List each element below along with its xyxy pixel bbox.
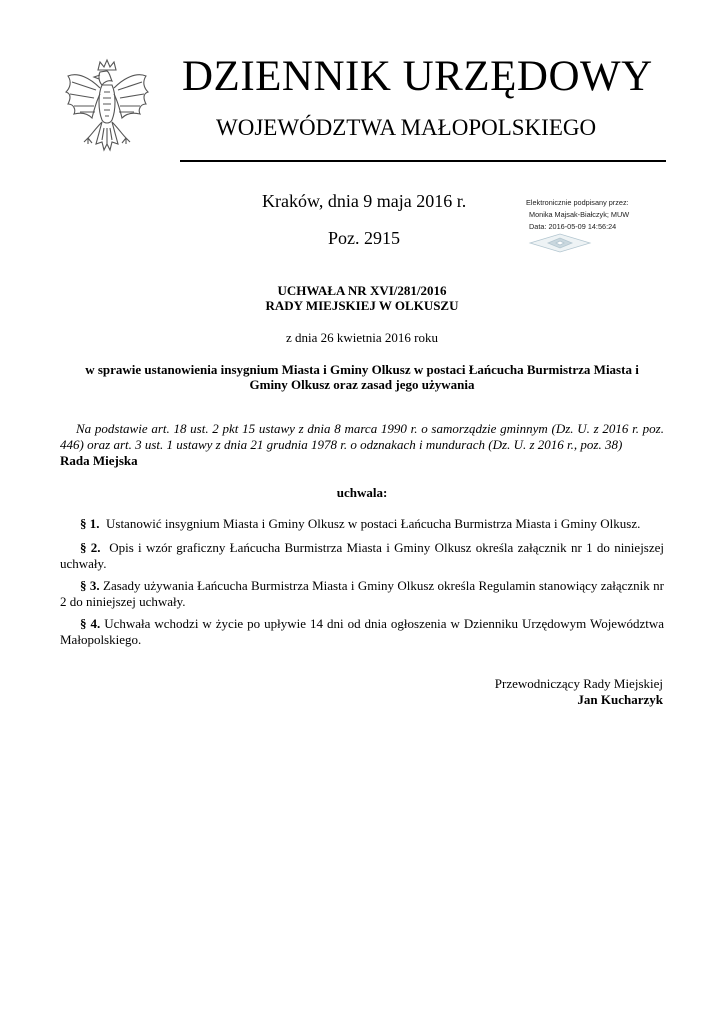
journal-subtitle: WOJEWÓDZTWA MAŁOPOLSKIEGO (216, 115, 597, 140)
paragraph-4 (60, 616, 664, 648)
paragraph-number: § 3. (80, 578, 100, 593)
paragraph-text: Zasady używania Łańcucha Burmistrza Miasta i Gminy Olkusz określa Regulamin stanowiący załącznik nr 2 do niniejszej uchwały. (60, 578, 664, 609)
electronic-signature-block (526, 197, 676, 233)
paragraph-1 (60, 516, 664, 532)
paragraph-2 (60, 540, 664, 572)
paragraph-3 (60, 578, 664, 610)
signature-label: Elektronicznie podpisany przez: (526, 198, 629, 207)
resolution-council: RADY MIEJSKIEJ W OLKUSZU (265, 298, 459, 313)
signature-date: Data: 2016-05-09 14:56:24 (529, 222, 617, 231)
journal-title: DZIENNIK URZĘDOWY (182, 53, 653, 100)
paragraph-text: Uchwała wchodzi w życie po upływie 14 dni od dnia ogłoszenia w Dzienniku Urzędowym Województwa Małopolskiego. (60, 616, 665, 647)
legal-body: Rada Miejska (60, 453, 138, 468)
paragraph-text: Ustanowić insygnium Miasta i Gminy Olkusz w postaci Łańcucha Burmistrza Miasta i Gminy Olkusz. (106, 516, 641, 531)
chair-role: Przewodniczący Rady Miejskiej (494, 676, 663, 691)
resolution-date: z dnia 26 kwietnia 2016 roku (286, 330, 438, 345)
paragraph-text: Opis i wzór graficzny Łańcucha Burmistrza Miasta i Gminy Olkusz określa załącznik nr 1 do niniejszej uchwały. (60, 540, 665, 571)
legal-basis (60, 421, 664, 469)
header-divider (180, 160, 666, 162)
chair-name: Jan Kucharzyk (577, 692, 663, 707)
polish-eagle-emblem-icon (62, 58, 152, 166)
legal-basis-text: Na podstawie art. 18 ust. 2 pkt 15 ustawy z dnia 8 marca 1990 r. o samorządzie gminnym (Dz. U. z 2016 r. poz. 446) oraz art. 3 ust. 1 ustawy z dnia 21 grudnia 1978 r. o odznakach i mundurach (Dz. U. z 2016 r., poz. 38) (60, 421, 664, 452)
resolution-number: UCHWAŁA NR XVI/281/2016 (277, 283, 447, 298)
signature-check-logo-icon (528, 232, 592, 254)
resolves-heading: uchwala: (336, 485, 388, 500)
position-number: Poz. 2915 (328, 228, 400, 248)
paragraph-number: § 4. (80, 616, 101, 631)
paragraph-number: § 1. (80, 516, 100, 531)
paragraph-number: § 2. (80, 540, 101, 555)
signature-signer: Monika Majsak-Białczyk; MUW (529, 210, 630, 219)
publication-date: Kraków, dnia 9 maja 2016 r. (262, 191, 467, 211)
resolution-subject: w sprawie ustanowienia insygnium Miasta i Gminy Olkusz w postaci Łańcucha Burmistrza Miasta i Gminy Olkusz oraz zasad jego używania (85, 362, 639, 392)
